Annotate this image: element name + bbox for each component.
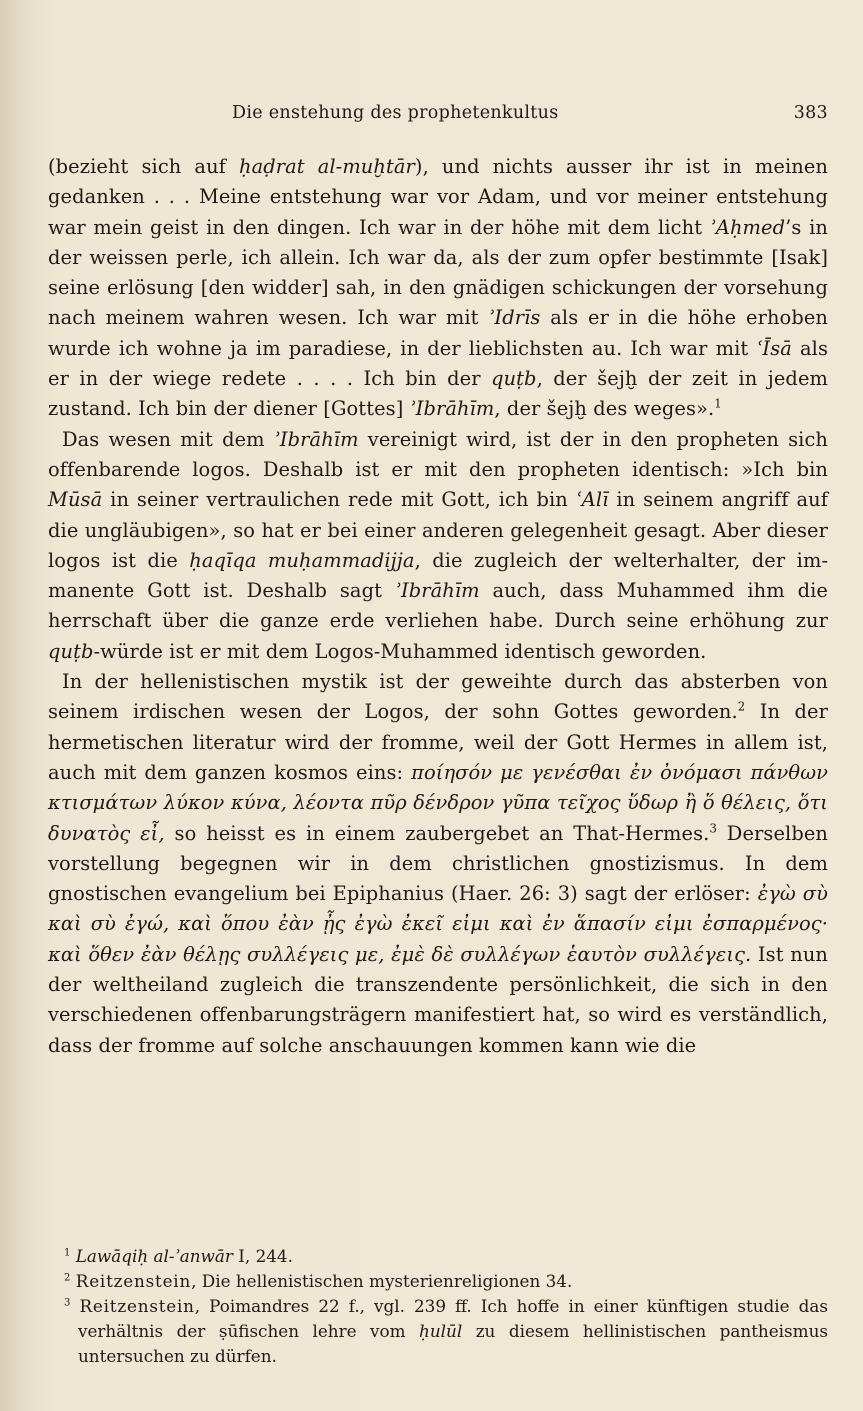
footnote-text: Reitzenstein, Poimandres 22 f., vgl. 239 ff. Ich hoffe in einer künftigen studie das verhältnis der ṣūfischen lehre vom ḥulūl zu diesem hellinistischen pantheismus untersuchen zu dürfen. (78, 1296, 828, 1366)
footnotes (48, 1244, 828, 1369)
main-text (48, 152, 828, 1061)
footnote-1 (48, 1244, 828, 1269)
footnote-number: 2 (64, 1272, 71, 1284)
page-number: 383 (793, 103, 828, 123)
running-title: Die enstehung des prophetenkultus (232, 103, 559, 123)
footnote-number: 1 (64, 1247, 71, 1259)
footnote-text: Reitzenstein, Die hellenistischen mysterienreligionen 34. (75, 1271, 573, 1291)
footnote-text: Lawāqiḥ al-ʾanwār I, 244. (75, 1246, 293, 1266)
paragraph-3: In der hellenistischen mystik ist der geweihte durch das absterben von seinem irdischen wesen der Logos, der sohn Gottes geworden.$^2$ In der hermetischen literatur wird der fromme, weil der Gott Hermes in allem ist, auch mit dem ganzen kosmos eins: ποίησόν με γενέσθαι ἐν ὀνόμασι πάνθων κτισμάτων λύκον κύνα, λέοντα πῦρ δένδρον γῦπα τεῖχος ὕδωρ ἢ ὅ θέλεις, ὅτι δυνατὸς εἶ, so heisst es in einem zaubergebet an That-Hermes.$^3$ Derselben vorstellung begegnen wir in dem christlichen gnostizismus. In dem gnostischen evangelium bei Epiphanius (Haer. 26: 3) sagt der erlöser: ἐγὼ σὺ καὶ σὺ ἐγώ, καὶ ὅπου ἐὰν ᾖς ἐγὼ ἐκεῖ εἰμι καὶ ἐν ἅπασίν εἰμι ἐσπαρμένος· καὶ ὅθεν ἐὰν θέλῃς συλλέγεις με, ἐμὲ δὲ συλλέγων ἑαυτὸν συλλέγεις. Ist nun der weltheiland zugleich die transzendente persönlichkeit, die sich in den verschiedenen offenbarungsträgern manifestiert hat, so wird es verständlich, dass der fromme auf solche anschauungen kommen kann wie die (48, 670, 829, 1057)
footnote-3 (48, 1294, 828, 1369)
footnote-number: 3 (64, 1297, 71, 1309)
paragraph-1: (bezieht sich auf ḥaḍrat al-muḫtār), und nichts ausser ihr ist in meinen gedanken . . . Meine entstehung war vor Adam, und vor meiner entstehung war mein geist in den dingen. Ich war in der höhe mit dem licht ʾAḥmed’s in der weissen perle, ich allein. Ich war da, als der zum opfer bestimmte [Isak] seine erlösung [den widder] sah, in den gnädigen schickungen der vorsehung nach meinem wahren wesen. Ich war mit ʾIdrīs als er in die höhe erhoben wurde ich wohne ja im paradiese, in der lieblichsten au. Ich war mit ʿĪsā als er in der wiege redete . . . . Ich bin der quṭb, der šejḫ der zeit in jedem zustand. Ich bin der diener [Gottes] ʾIbrāhīm, der šejḫ des weges».$^1$ (48, 155, 829, 421)
footnote-2 (48, 1269, 828, 1294)
running-header (48, 103, 828, 129)
paragraph-2: Das wesen mit dem ʾIbrāhīm vereinigt wird, ist der in den propheten sich offenbarende logos. Deshalb ist er mit den propheten identisch: »Ich bin Mūsā in seiner vertraulichen rede mit Gott, ich bin ʿAlī in seinem angriff auf die ungläubigen», so hat er bei einer anderen gelegenheit gesagt. Aber dieser logos ist die ḥaqīqa muḥammadijja, die zugleich der welterhalter, der immanente Gott ist. Deshalb sagt ʾIbrāhīm auch, dass Muhammed ihm die herrschaft über die ganze erde verliehen habe. Durch seine erhöhung zur quṭb-würde ist er mit dem Logos-Muhammed identisch geworden. (48, 427, 829, 663)
